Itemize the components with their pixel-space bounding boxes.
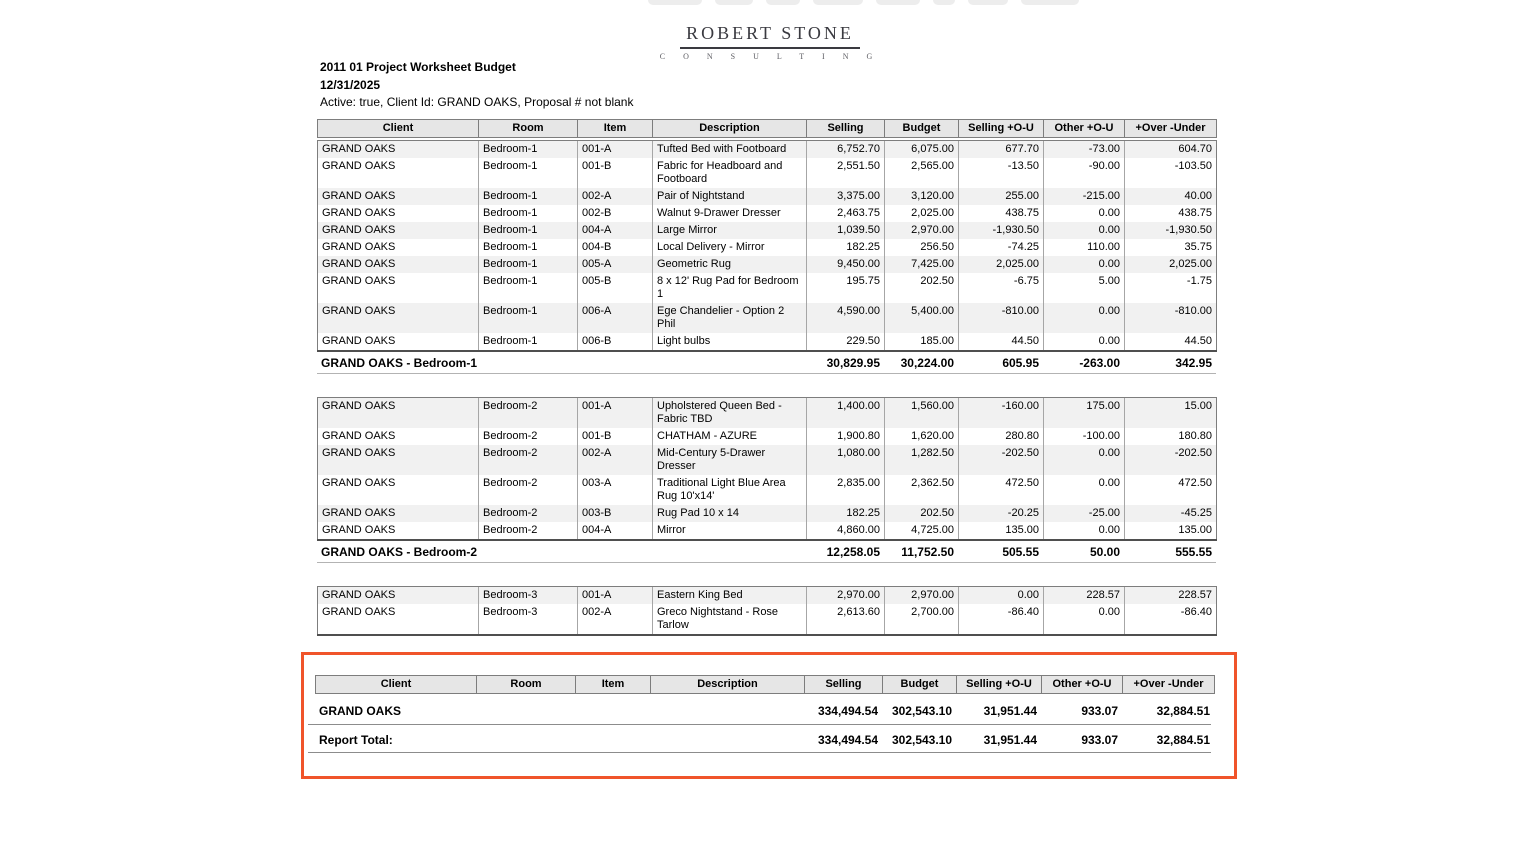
cell: Bedroom-1 — [479, 222, 578, 239]
cutoff-fragment — [813, 0, 863, 5]
cell: Bedroom-2 — [479, 475, 578, 505]
cell: 202.50 — [885, 505, 959, 522]
cell: 0.00 — [1044, 222, 1125, 239]
cell: Bedroom-1 — [479, 158, 578, 188]
cell: 2,835.00 — [807, 475, 885, 505]
cell: -6.75 — [959, 273, 1044, 303]
cell: 005-B — [578, 273, 653, 303]
cell: Local Delivery - Mirror — [653, 239, 807, 256]
table-row — [318, 587, 1217, 605]
table-row — [318, 222, 1217, 239]
total-value: 32,884.51 — [1156, 704, 1211, 718]
cutoff-fragment — [766, 0, 800, 5]
summary-divider — [308, 724, 1211, 725]
cell: 1,900.80 — [807, 428, 885, 445]
cell: GRAND OAKS — [318, 188, 479, 205]
total-value: 555.55 — [1175, 545, 1213, 559]
cell: -74.25 — [959, 239, 1044, 256]
cell: 006-B — [578, 333, 653, 351]
cell: 1,400.00 — [807, 398, 885, 429]
cell: 001-A — [578, 141, 653, 159]
cell: Bedroom-1 — [479, 205, 578, 222]
cell: 2,970.00 — [885, 222, 959, 239]
cell: 2,025.00 — [885, 205, 959, 222]
cell: Mid-Century 5-Drawer Dresser — [653, 445, 807, 475]
cell: 3,120.00 — [885, 188, 959, 205]
table-row — [318, 303, 1217, 333]
subtotal-divider — [317, 562, 1216, 563]
detail-table-3 — [317, 586, 1217, 636]
total-value: 334,494.54 — [817, 733, 879, 747]
cell: 005-A — [578, 256, 653, 273]
cell: Bedroom-1 — [479, 273, 578, 303]
total-label: GRAND OAKS - Bedroom-1 — [321, 356, 478, 370]
cell: 110.00 — [1044, 239, 1125, 256]
cell: 2,700.00 — [885, 604, 959, 635]
cell: 255.00 — [959, 188, 1044, 205]
cell: 195.75 — [807, 273, 885, 303]
cell: 182.25 — [807, 239, 885, 256]
cell: 44.50 — [1125, 333, 1217, 351]
cell: Bedroom-1 — [479, 256, 578, 273]
cell: 2,613.60 — [807, 604, 885, 635]
cell: 44.50 — [959, 333, 1044, 351]
total-value: 302,543.10 — [891, 733, 953, 747]
cell: Bedroom-3 — [479, 604, 578, 635]
cell: 001-A — [578, 587, 653, 605]
cell: 4,590.00 — [807, 303, 885, 333]
column-header: Selling — [807, 120, 885, 138]
column-header: Budget — [885, 120, 959, 138]
total-value: 11,752.50 — [901, 545, 955, 559]
total-value: 933.07 — [1081, 704, 1119, 718]
cell: 228.57 — [1125, 587, 1217, 605]
cell: 002-B — [578, 205, 653, 222]
table-row — [318, 188, 1217, 205]
cell: 604.70 — [1125, 141, 1217, 159]
total-value: 334,494.54 — [817, 704, 879, 718]
cell: 185.00 — [885, 333, 959, 351]
cell: 1,080.00 — [807, 445, 885, 475]
cell: 2,025.00 — [959, 256, 1044, 273]
cell: -100.00 — [1044, 428, 1125, 445]
total-label: Report Total: — [319, 733, 393, 747]
cell: 677.70 — [959, 141, 1044, 159]
cell: GRAND OAKS — [318, 505, 479, 522]
column-header: Client — [316, 676, 477, 694]
table-row — [318, 333, 1217, 351]
detail-table-1 — [317, 119, 1217, 352]
cell: 0.00 — [1044, 445, 1125, 475]
cell: Traditional Light Blue Area Rug 10'x14' — [653, 475, 807, 505]
cell: Bedroom-3 — [479, 587, 578, 605]
cell: 438.75 — [959, 205, 1044, 222]
report-total-row — [315, 731, 1214, 749]
cell: -160.00 — [959, 398, 1044, 429]
cell: 001-B — [578, 428, 653, 445]
cell: Walnut 9-Drawer Dresser — [653, 205, 807, 222]
summary-header-row — [304, 675, 1234, 696]
table-row — [318, 273, 1217, 303]
cell: -86.40 — [1125, 604, 1217, 635]
cell: GRAND OAKS — [318, 587, 479, 605]
total-value: -263.00 — [1079, 356, 1121, 370]
client-total-row — [315, 702, 1214, 720]
cell: 1,282.50 — [885, 445, 959, 475]
cell: GRAND OAKS — [318, 239, 479, 256]
table-row — [318, 505, 1217, 522]
column-header: Other +O-U — [1044, 120, 1125, 138]
cell: -1.75 — [1125, 273, 1217, 303]
summary-highlight-box — [301, 652, 1237, 779]
cell: 004-A — [578, 522, 653, 540]
column-header: +Over -Under — [1123, 676, 1215, 694]
cell: 472.50 — [1125, 475, 1217, 505]
cell: Ege Chandelier - Option 2 Phil — [653, 303, 807, 333]
table-row — [318, 445, 1217, 475]
table-row — [318, 205, 1217, 222]
summary-report-total-row — [304, 731, 1234, 749]
total-value: 933.07 — [1081, 733, 1119, 747]
cell: -73.00 — [1044, 141, 1125, 159]
cell: CHATHAM - AZURE — [653, 428, 807, 445]
total-value: 30,224.00 — [900, 356, 955, 370]
cell: GRAND OAKS — [318, 303, 479, 333]
total-value: 30,829.95 — [826, 356, 881, 370]
cell: 135.00 — [959, 522, 1044, 540]
cell: Bedroom-1 — [479, 188, 578, 205]
cell: -86.40 — [959, 604, 1044, 635]
total-label: GRAND OAKS - Bedroom-2 — [321, 545, 478, 559]
cell: GRAND OAKS — [318, 333, 479, 351]
summary-client-total-row — [304, 702, 1234, 720]
cell: 8 x 12' Rug Pad for Bedroom 1 — [653, 273, 807, 303]
summary-divider — [308, 752, 1211, 753]
cell: GRAND OAKS — [318, 475, 479, 505]
cell: 2,362.50 — [885, 475, 959, 505]
cell: 472.50 — [959, 475, 1044, 505]
cell: 438.75 — [1125, 205, 1217, 222]
cell: 35.75 — [1125, 239, 1217, 256]
column-header-row — [315, 675, 1215, 696]
cell: 3,375.00 — [807, 188, 885, 205]
cell: 002-A — [578, 445, 653, 475]
cell: Bedroom-1 — [479, 303, 578, 333]
column-header: Selling — [805, 676, 883, 694]
cell: 15.00 — [1125, 398, 1217, 429]
cell: -810.00 — [959, 303, 1044, 333]
total-value: 31,951.44 — [983, 704, 1038, 718]
cell: GRAND OAKS — [318, 522, 479, 540]
cell: Tufted Bed with Footboard — [653, 141, 807, 159]
cell: Bedroom-2 — [479, 505, 578, 522]
report-filter-criteria: Active: true, Client Id: GRAND OAKS, Proposal # not blank — [320, 95, 634, 109]
cell: Upholstered Queen Bed - Fabric TBD — [653, 398, 807, 429]
detail-table-2 — [317, 397, 1217, 541]
cell: 0.00 — [959, 587, 1044, 605]
report-date: 12/31/2025 — [320, 78, 381, 92]
cell: 4,725.00 — [885, 522, 959, 540]
cell: GRAND OAKS — [318, 398, 479, 429]
cell: 001-B — [578, 158, 653, 188]
cell: 2,970.00 — [807, 587, 885, 605]
subtotal-divider — [317, 373, 1216, 374]
cell: -202.50 — [1125, 445, 1217, 475]
cell: 0.00 — [1044, 475, 1125, 505]
cell: -20.25 — [959, 505, 1044, 522]
cell: 006-A — [578, 303, 653, 333]
cell: 002-A — [578, 188, 653, 205]
column-header: Other +O-U — [1042, 676, 1123, 694]
cell: -1,930.50 — [959, 222, 1044, 239]
total-label: GRAND OAKS — [319, 704, 402, 718]
cell: 001-A — [578, 398, 653, 429]
cell: 7,425.00 — [885, 256, 959, 273]
cell: 0.00 — [1044, 303, 1125, 333]
cell: -90.00 — [1044, 158, 1125, 188]
cell: GRAND OAKS — [318, 158, 479, 188]
cell: Bedroom-2 — [479, 428, 578, 445]
cell: 1,039.50 — [807, 222, 885, 239]
cell: Bedroom-1 — [479, 239, 578, 256]
cell: -103.50 — [1125, 158, 1217, 188]
total-value: 505.55 — [1002, 545, 1040, 559]
cell: Bedroom-1 — [479, 141, 578, 159]
cell: 004-A — [578, 222, 653, 239]
column-header: Selling +O-U — [959, 120, 1044, 138]
cell: -45.25 — [1125, 505, 1217, 522]
cell: 6,075.00 — [885, 141, 959, 159]
cell: 135.00 — [1125, 522, 1217, 540]
cell: 256.50 — [885, 239, 959, 256]
cell: Bedroom-2 — [479, 445, 578, 475]
cell: GRAND OAKS — [318, 428, 479, 445]
column-header: Client — [318, 120, 479, 138]
table-row — [318, 239, 1217, 256]
cell: 228.57 — [1044, 587, 1125, 605]
cell: Large Mirror — [653, 222, 807, 239]
cell: -215.00 — [1044, 188, 1125, 205]
cell: Rug Pad 10 x 14 — [653, 505, 807, 522]
cell: 1,560.00 — [885, 398, 959, 429]
company-logo-subtitle: C O N S U L T I N G — [659, 52, 881, 61]
cell: 0.00 — [1044, 604, 1125, 635]
table-row — [318, 475, 1217, 505]
cell: 40.00 — [1125, 188, 1217, 205]
cell: 003-B — [578, 505, 653, 522]
column-header: Item — [578, 120, 653, 138]
table-row — [318, 256, 1217, 273]
table-row — [318, 158, 1217, 188]
cell: -1,930.50 — [1125, 222, 1217, 239]
cell: Mirror — [653, 522, 807, 540]
cell: Geometric Rug — [653, 256, 807, 273]
cutoff-fragment — [715, 0, 753, 5]
cell: 1,620.00 — [885, 428, 959, 445]
cell: 2,565.00 — [885, 158, 959, 188]
total-value: 12,258.05 — [826, 545, 881, 559]
cell: GRAND OAKS — [318, 445, 479, 475]
table-row — [318, 428, 1217, 445]
total-value: 50.00 — [1089, 545, 1121, 559]
total-value: 32,884.51 — [1156, 733, 1211, 747]
report-body — [317, 119, 1216, 636]
cell: 5,400.00 — [885, 303, 959, 333]
column-header: Description — [651, 676, 805, 694]
total-value: 605.95 — [1002, 356, 1040, 370]
cell: 0.00 — [1044, 256, 1125, 273]
cell: 180.80 — [1125, 428, 1217, 445]
cell: -810.00 — [1125, 303, 1217, 333]
cutoff-fragment — [1021, 0, 1079, 5]
group-subtotal-row — [317, 543, 1216, 561]
cell: -202.50 — [959, 445, 1044, 475]
cell: Bedroom-2 — [479, 398, 578, 429]
cell: 182.25 — [807, 505, 885, 522]
column-header: Description — [653, 120, 807, 138]
cutoff-fragment — [648, 0, 702, 5]
cell: Pair of Nightstand — [653, 188, 807, 205]
cell: 0.00 — [1044, 522, 1125, 540]
cell: 9,450.00 — [807, 256, 885, 273]
cell: GRAND OAKS — [318, 604, 479, 635]
total-value: 302,543.10 — [891, 704, 953, 718]
company-logo-name: ROBERT STONE — [680, 23, 860, 49]
cell: Light bulbs — [653, 333, 807, 351]
cell: 0.00 — [1044, 205, 1125, 222]
cutoff-fragment — [933, 0, 955, 5]
cell: GRAND OAKS — [318, 256, 479, 273]
column-header: Room — [479, 120, 578, 138]
table-row — [318, 522, 1217, 540]
table-row — [318, 141, 1217, 159]
cell: 002-A — [578, 604, 653, 635]
cell: 004-B — [578, 239, 653, 256]
cell: 229.50 — [807, 333, 885, 351]
summary-section — [304, 675, 1234, 796]
cell: GRAND OAKS — [318, 273, 479, 303]
cell: Eastern King Bed — [653, 587, 807, 605]
cell: 2,551.50 — [807, 158, 885, 188]
cutoff-ui-fragments — [648, 0, 1079, 5]
cell: 202.50 — [885, 273, 959, 303]
cell: Bedroom-1 — [479, 333, 578, 351]
company-logo — [0, 23, 1536, 61]
column-header: Item — [576, 676, 651, 694]
column-header: +Over -Under — [1125, 120, 1217, 138]
report-title: 2011 01 Project Worksheet Budget — [320, 60, 516, 74]
cell: 280.80 — [959, 428, 1044, 445]
cell: Greco Nightstand - Rose Tarlow — [653, 604, 807, 635]
cell: -13.50 — [959, 158, 1044, 188]
cell: 175.00 — [1044, 398, 1125, 429]
cell: 6,752.70 — [807, 141, 885, 159]
column-header: Budget — [883, 676, 957, 694]
cell: 4,860.00 — [807, 522, 885, 540]
group-subtotal-row — [317, 354, 1216, 372]
cell: 2,025.00 — [1125, 256, 1217, 273]
cell: GRAND OAKS — [318, 205, 479, 222]
cell: 0.00 — [1044, 333, 1125, 351]
cell: 2,970.00 — [885, 587, 959, 605]
column-header: Room — [477, 676, 576, 694]
total-value: 31,951.44 — [983, 733, 1038, 747]
column-header: Selling +O-U — [957, 676, 1042, 694]
total-value: 342.95 — [1175, 356, 1213, 370]
cutoff-fragment — [876, 0, 920, 5]
cell: Fabric for Headboard and Footboard — [653, 158, 807, 188]
table-row — [318, 604, 1217, 635]
cell: GRAND OAKS — [318, 141, 479, 159]
cell: 5.00 — [1044, 273, 1125, 303]
cell: -25.00 — [1044, 505, 1125, 522]
cell: 2,463.75 — [807, 205, 885, 222]
cutoff-fragment — [968, 0, 1008, 5]
cell: Bedroom-2 — [479, 522, 578, 540]
cell: GRAND OAKS — [318, 222, 479, 239]
cell: 003-A — [578, 475, 653, 505]
table-row — [318, 398, 1217, 429]
